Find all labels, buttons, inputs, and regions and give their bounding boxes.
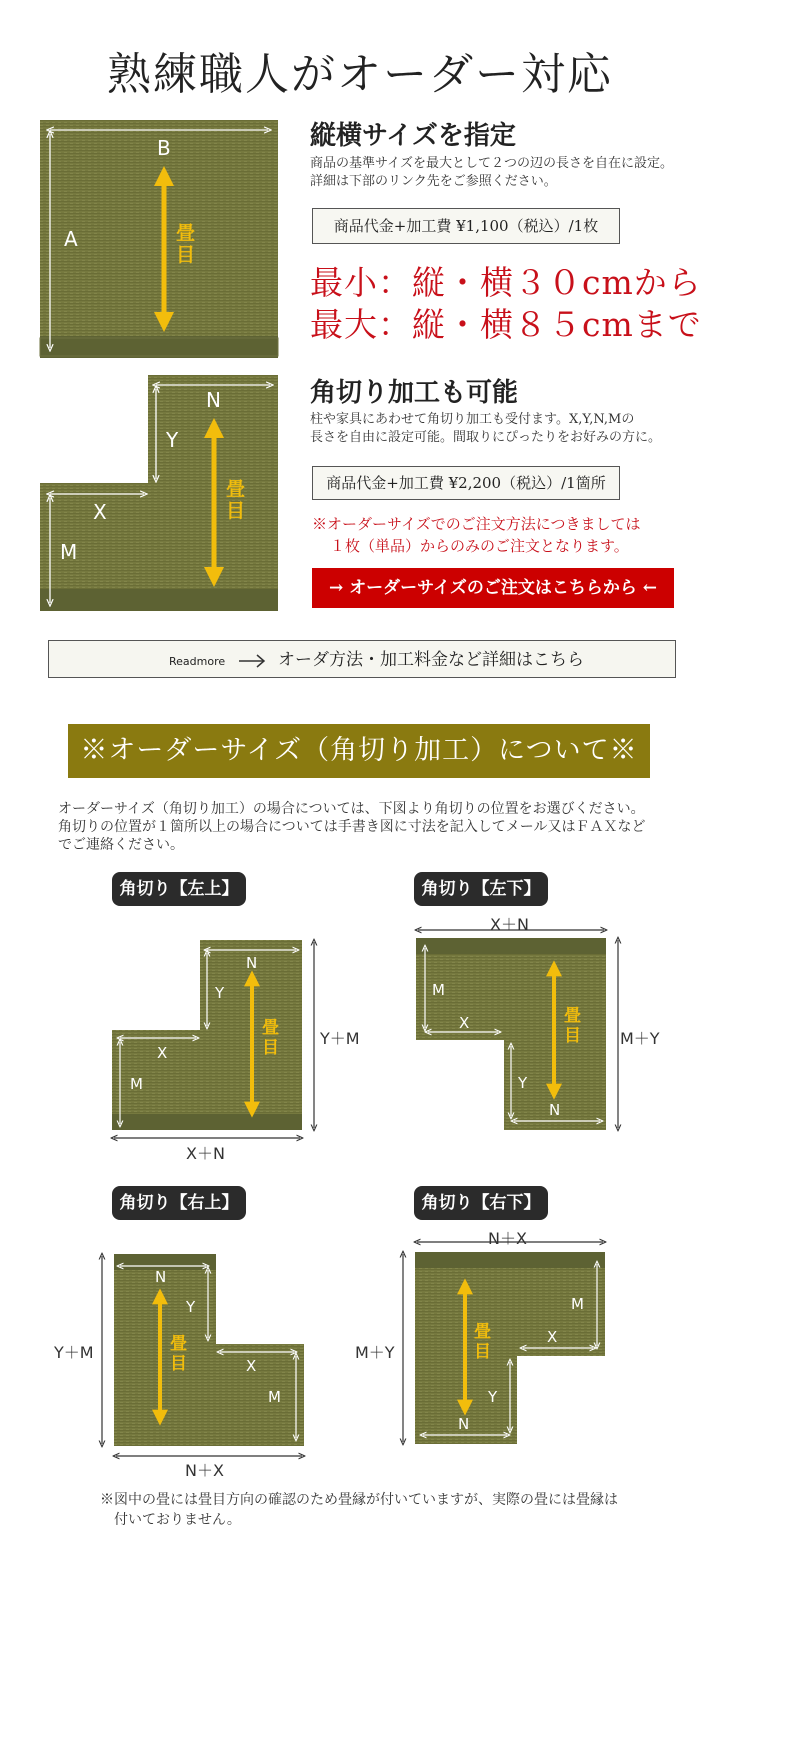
footnote [100, 1490, 660, 1530]
section1-desc-line2: 詳細は下部のリンク先をご参照ください。 [310, 174, 557, 189]
tl-label-y: Y [215, 984, 225, 1002]
tl-label-x: X [157, 1044, 168, 1062]
dimension-label-x: X [93, 500, 107, 524]
grain-label-char1: 畳 [564, 1006, 581, 1026]
tl-bottom-dimension: X＋N [186, 1144, 225, 1163]
size-range [310, 262, 702, 346]
diagram-title-bottom-left: 角切り【左下】 [414, 872, 548, 906]
grain-label-char2: 目 [226, 500, 246, 522]
order-note-line1: ※オーダーサイズでのご注文方法につきましては [312, 515, 641, 533]
max-size: 最大：縦・横８５cmまで [310, 305, 702, 344]
intro-paragraph [58, 800, 688, 854]
section1-description [310, 155, 710, 191]
grain-label-char2: 目 [262, 1038, 279, 1058]
grain-label [226, 478, 245, 522]
dimension-label-b: B [157, 136, 171, 160]
br-label-x: X [547, 1328, 558, 1346]
order-note [312, 513, 641, 557]
dimension-label-n: N [206, 388, 221, 412]
order-note-line2: １枚（単品）からのみのご注文となります。 [330, 537, 629, 555]
min-size: 最小：縦・横３０cmから [310, 263, 702, 302]
section2-desc-line1: 柱や家具にあわせて角切り加工も受付ます。X,Y,N,Mの [310, 412, 635, 427]
grain-label [176, 222, 195, 266]
tr-label-m: M [268, 1388, 281, 1406]
bl-top-dimension: X＋N [490, 915, 529, 934]
footnote-line1: ※図中の畳には畳目方向の確認のため畳縁が付いていますが、実際の畳には畳縁は [100, 1492, 618, 1508]
readmore-prefix: Readmore [169, 655, 226, 668]
bl-side-dimension: M＋Y [620, 1029, 660, 1048]
grain-label-char2: 目 [474, 1342, 491, 1362]
br-grain-label [474, 1322, 491, 1362]
tl-label-n: N [246, 954, 258, 972]
section2-heading: 角切り加工も可能 [310, 378, 519, 408]
price-box-corner: 商品代金+加工費 ¥2,200（税込）/1箇所 [312, 466, 620, 500]
dimension-label-y: Y [166, 428, 179, 452]
grain-label-char1: 畳 [474, 1322, 491, 1342]
tr-side-dimension: Y＋M [54, 1343, 94, 1362]
order-size-button[interactable]: → オーダーサイズのご注文はこちらから ← [312, 568, 674, 608]
bl-label-y: Y [518, 1074, 528, 1092]
dimension-label-a: A [64, 227, 78, 251]
grain-label-char2: 目 [564, 1026, 581, 1046]
readmore-text: オーダ方法・加工料金など詳細はこちら [277, 650, 584, 670]
tr-label-y: Y [186, 1298, 196, 1316]
section2-description [310, 411, 710, 447]
section1-heading: 縦横サイズを指定 [310, 121, 516, 151]
section-banner: ※オーダーサイズ（角切り加工）について※ [68, 724, 650, 778]
br-label-m: M [571, 1295, 584, 1313]
grain-label-char1: 畳 [170, 1334, 187, 1354]
diagram-top-right [90, 1250, 320, 1460]
grain-label-char2: 目 [176, 244, 196, 266]
intro-line3: でご連絡ください。 [58, 837, 184, 853]
br-label-n: N [458, 1415, 470, 1433]
diagram-top-left [110, 938, 380, 1178]
grain-label-char1: 畳 [262, 1018, 279, 1038]
tr-bottom-dimension: N＋X [185, 1461, 224, 1480]
arrow-right-icon [237, 654, 267, 668]
grain-label-char1: 畳 [176, 222, 196, 244]
price-box-size: 商品代金+加工費 ¥1,100（税込）/1枚 [312, 208, 620, 244]
page-title: 熟練職人がオーダー対応 [107, 49, 613, 100]
bl-label-m: M [432, 981, 445, 999]
section2-desc-line2: 長さを自由に設定可能。間取りにぴったりをお好みの方に。 [310, 430, 662, 445]
tl-side-dimension: Y＋M [320, 1029, 360, 1048]
intro-line1: オーダーサイズ（角切り加工）の場合については、下図より角切りの位置をお選びください。 [58, 801, 645, 817]
diagram-title-top-right: 角切り【右上】 [112, 1186, 246, 1220]
grain-label-char2: 目 [170, 1354, 187, 1374]
diagram-bottom-right [395, 1230, 625, 1450]
bl-label-x: X [459, 1014, 470, 1032]
dimension-label-m: M [60, 540, 78, 564]
grain-label-char1: 畳 [226, 478, 246, 500]
tr-label-n: N [155, 1268, 167, 1286]
bl-label-n: N [549, 1101, 561, 1119]
bl-grain-label [564, 1006, 581, 1046]
tr-label-x: X [246, 1357, 257, 1375]
tl-grain-label [262, 1018, 279, 1058]
diagram-title-bottom-right: 角切り【右下】 [414, 1186, 548, 1220]
footnote-line2: 付いておりません。 [114, 1512, 241, 1528]
tl-label-m: M [130, 1075, 143, 1093]
diagram-title-top-left: 角切り【左上】 [112, 872, 246, 906]
tr-grain-label [170, 1334, 187, 1374]
intro-line2: 角切りの位置が１箇所以上の場合については手書き図に寸法を記入してメール又はＦＡＸなど [58, 819, 646, 835]
readmore-link[interactable] [48, 640, 676, 678]
br-label-y: Y [488, 1388, 498, 1406]
br-top-dimension: N＋X [488, 1229, 527, 1248]
br-side-dimension: M＋Y [355, 1343, 395, 1362]
section1-desc-line1: 商品の基準サイズを最大として２つの辺の長さを自在に設定。 [310, 156, 673, 171]
